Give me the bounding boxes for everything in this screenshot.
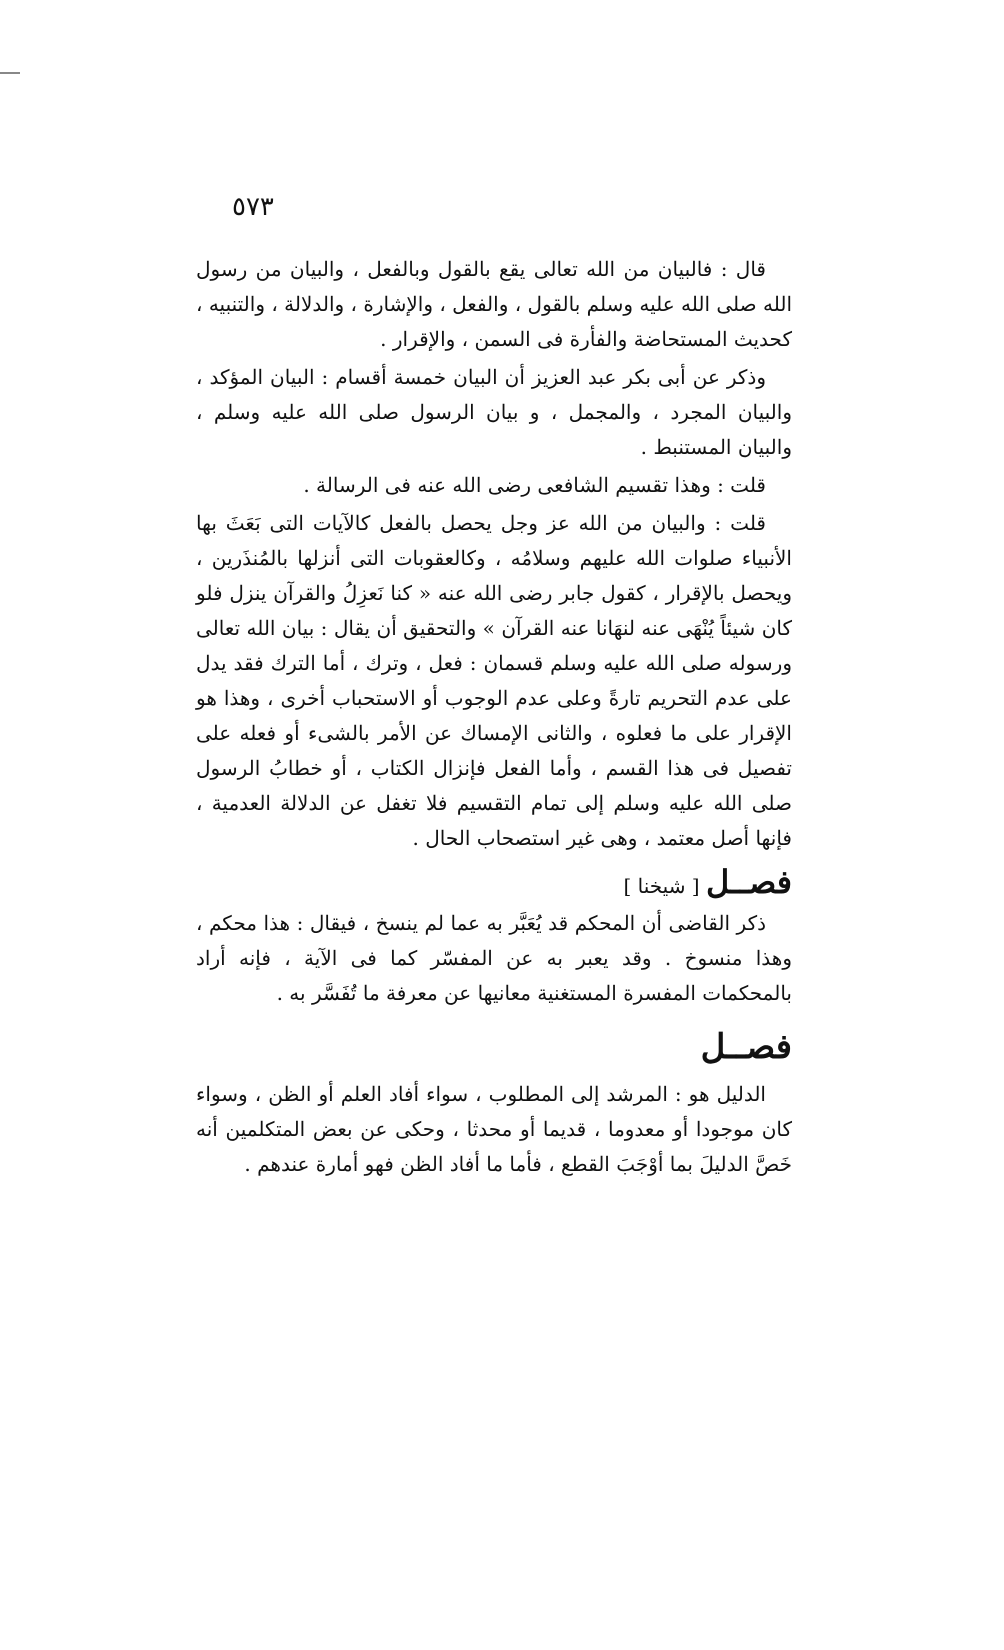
scan-edge-mark	[0, 72, 20, 74]
paragraph-shafii: قلت : وهذا تقسيم الشافعى رضى الله عنه فى الرسالة .	[303, 473, 766, 497]
section-heading-dalil: فصــل	[700, 1026, 792, 1067]
paragraph-abu-bakr: وذكر عن أبى بكر عبد العزيز أن البيان خمسة أقسام : البيان المؤكد ، والبيان المجرد ، والمجمل ، و بيان الرسول صلى الله عليه وسلم ، والبيان المستنبط .	[196, 365, 792, 459]
paragraph-dalil: الدليل هو : المرشد إلى المطلوب ، سواء أفاد العلم أو الظن ، وسواء كان موجودا أو معدوما ، قديما أو محدثا ، وحكى عن بعض المتكلمين أنه خَصَّ الدليلَ بما أوْجَبَ القطع ، فأما ما أفاد الظن فهو أمارة عندهم .	[196, 1081, 792, 1176]
paragraph-bayan-by-action: قلت : والبيان من الله عز وجل يحصل بالفعل كالآيات التى بَعَثَ بها الأنبياء صلوات الله عليهم وسلامُه ، وكالعقوبات التى أنزلها بالمُنذَرين ، ويحصل بالإقرار ، كقول جابر رضى الله عنه « كنا نَعزِلُ والقرآن ينزل فلو كان شيئاً يُنْهَى عنه لنهَانا عنه القرآن » والتحقيق أن يقال : بيان الله تعالى ورسوله صلى الله عليه وسلم قسمان : فعل ، وترك ، أما الترك فقد يدل على عدم التحريم تارةً وعلى عدم الوجوب أو الاستحباب أخرى ، وهذا هو الإقرار على ما فعلوه ، والثانى الإمساك عن الأمر بالشىء أو فعله على تفصيل فى هذا القسم ، وأما الفعل فإنزال الكتاب ، أو خطابُ الرسول صلى الله عليه وسلم إلى تمام التقسيم فلا تغفل عن الدلالة العدمية ، فإنها أصل معتمد ، وهى غير استصحاب الحال .	[196, 511, 792, 850]
page-number: ٥٧٣	[232, 192, 274, 222]
paragraph-muhkam: ذكر القاضى أن المحكم قد يُعَبَّر به عما لم ينسخ ، فيقال : هذا محكم ، وهذا منسوخ . وقد يعبر به عن المفسّر كما فى الآية ، فإنه أراد بالمحكمات المفسرة المستغنية معانيها عن معرفة ما تُفَسَّر به .	[196, 910, 792, 1005]
page-body	[196, 252, 792, 1185]
section-title: فصــل	[705, 863, 792, 901]
section-attribution: [ شيخنا ]	[623, 874, 700, 898]
paragraph-bayan-types: قال : فالبيان من الله تعالى يقع بالقول وبالفعل ، والبيان من رسول الله صلى الله عليه وسلم بالقول ، والفعل ، والإشارة ، والدلالة ، والتنبيه ، كحديث المستحاضة والفأرة فى السمن ، والإقرار .	[196, 257, 792, 351]
section-heading-muhkam	[196, 862, 792, 904]
